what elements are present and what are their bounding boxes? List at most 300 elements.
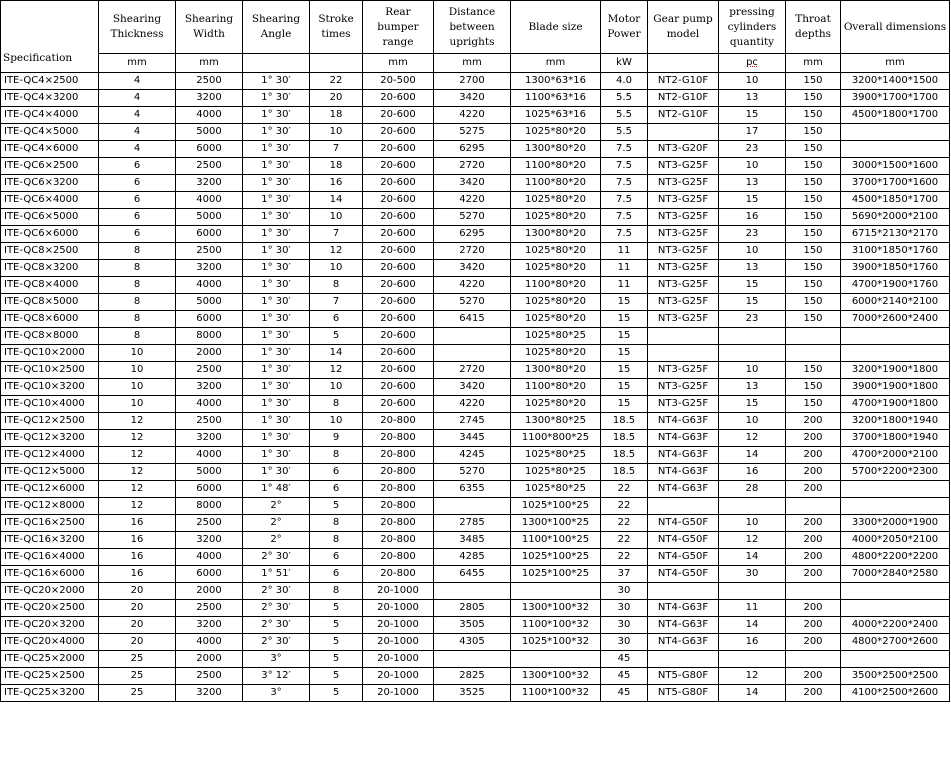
cell-rear-bumper-range: 20-600 [363,260,434,277]
cell-shearing-thickness: 8 [99,294,176,311]
cell-rear-bumper-range: 20-800 [363,413,434,430]
cell-specification: ITE-QC8×3200 [1,260,99,277]
cell-distance-between-uprights: 3420 [434,379,511,396]
cell-shearing-angle: 1° 30′ [243,90,310,107]
cell-overall-dimensions [841,345,950,362]
cell-motor-power: 7.5 [601,158,648,175]
cell-shearing-angle: 3° 12′ [243,668,310,685]
table-body [1,73,950,702]
cell-gear-pump-model: NT3-G25F [648,277,719,294]
table-row [1,464,950,481]
cell-stroke-times: 10 [310,209,363,226]
cell-shearing-thickness: 6 [99,226,176,243]
cell-distance-between-uprights: 4220 [434,192,511,209]
cell-shearing-thickness: 8 [99,311,176,328]
cell-shearing-width: 3200 [176,379,243,396]
cell-throat-depths: 200 [786,600,841,617]
cell-shearing-thickness: 25 [99,668,176,685]
cell-motor-power: 45 [601,651,648,668]
cell-rear-bumper-range: 20-800 [363,515,434,532]
cell-specification: ITE-QC10×2500 [1,362,99,379]
cell-shearing-width: 3200 [176,532,243,549]
cell-blade-size: 1300*100*32 [511,600,601,617]
cell-pressing-cylinders-quantity: 12 [719,668,786,685]
cell-shearing-angle: 1° 30′ [243,362,310,379]
cell-throat-depths: 150 [786,158,841,175]
cell-overall-dimensions: 4500*1850*1700 [841,192,950,209]
cell-shearing-width: 4000 [176,107,243,124]
cell-rear-bumper-range: 20-800 [363,430,434,447]
cell-shearing-width: 5000 [176,124,243,141]
cell-gear-pump-model: NT3-G25F [648,294,719,311]
cell-pressing-cylinders-quantity: 23 [719,311,786,328]
cell-stroke-times: 8 [310,583,363,600]
cell-distance-between-uprights: 2720 [434,158,511,175]
cell-shearing-angle: 1° 30′ [243,124,310,141]
cell-blade-size: 1100*800*25 [511,430,601,447]
cell-pressing-cylinders-quantity: 23 [719,226,786,243]
cell-specification: ITE-QC4×4000 [1,107,99,124]
table-row [1,549,950,566]
cell-shearing-angle: 1° 30′ [243,192,310,209]
table-row [1,243,950,260]
cell-shearing-thickness: 20 [99,617,176,634]
cell-motor-power: 22 [601,498,648,515]
cell-distance-between-uprights: 4220 [434,277,511,294]
cell-shearing-width: 2500 [176,158,243,175]
cell-overall-dimensions: 4700*1900*1800 [841,396,950,413]
cell-blade-size: 1300*80*20 [511,226,601,243]
cell-motor-power: 5.5 [601,107,648,124]
cell-shearing-width: 6000 [176,481,243,498]
header-pressing-cylinders-quantity: pressing cylinders quantity [719,1,786,54]
cell-motor-power: 30 [601,600,648,617]
cell-shearing-angle: 3° [243,685,310,702]
cell-rear-bumper-range: 20-600 [363,158,434,175]
cell-stroke-times: 6 [310,481,363,498]
unit-blade-size: mm [511,54,601,73]
cell-pressing-cylinders-quantity: 15 [719,277,786,294]
cell-throat-depths: 200 [786,447,841,464]
cell-stroke-times: 5 [310,498,363,515]
cell-stroke-times: 8 [310,277,363,294]
table-row [1,566,950,583]
cell-overall-dimensions: 3200*1800*1940 [841,413,950,430]
cell-gear-pump-model [648,328,719,345]
cell-shearing-angle: 2° 30′ [243,617,310,634]
cell-stroke-times: 8 [310,532,363,549]
cell-rear-bumper-range: 20-600 [363,328,434,345]
table-row [1,396,950,413]
table-row [1,515,950,532]
cell-shearing-thickness: 20 [99,634,176,651]
cell-shearing-angle: 1° 48′ [243,481,310,498]
cell-specification: ITE-QC10×3200 [1,379,99,396]
cell-specification: ITE-QC12×6000 [1,481,99,498]
cell-specification: ITE-QC12×5000 [1,464,99,481]
cell-rear-bumper-range: 20-1000 [363,617,434,634]
cell-blade-size: 1025*80*20 [511,345,601,362]
cell-shearing-thickness: 6 [99,209,176,226]
cell-shearing-angle: 2° 30′ [243,583,310,600]
cell-distance-between-uprights: 2745 [434,413,511,430]
cell-blade-size: 1025*80*25 [511,481,601,498]
cell-shearing-angle: 1° 30′ [243,294,310,311]
cell-stroke-times: 5 [310,634,363,651]
cell-gear-pump-model: NT4-G63F [648,413,719,430]
cell-rear-bumper-range: 20-600 [363,294,434,311]
cell-overall-dimensions: 4700*1900*1760 [841,277,950,294]
cell-shearing-angle: 1° 30′ [243,175,310,192]
table-row [1,158,950,175]
cell-blade-size: 1300*100*32 [511,668,601,685]
cell-specification: ITE-QC25×3200 [1,685,99,702]
cell-pressing-cylinders-quantity: 15 [719,294,786,311]
unit-stroke-times [310,54,363,73]
cell-gear-pump-model: NT4-G63F [648,464,719,481]
cell-distance-between-uprights: 4305 [434,634,511,651]
cell-rear-bumper-range: 20-500 [363,73,434,90]
cell-shearing-angle: 1° 30′ [243,379,310,396]
cell-gear-pump-model: NT4-G50F [648,532,719,549]
cell-motor-power: 15 [601,396,648,413]
cell-gear-pump-model: NT4-G63F [648,617,719,634]
table-row [1,294,950,311]
cell-specification: ITE-QC10×4000 [1,396,99,413]
cell-throat-depths: 200 [786,685,841,702]
cell-shearing-width: 6000 [176,141,243,158]
cell-motor-power: 5.5 [601,124,648,141]
cell-pressing-cylinders-quantity: 17 [719,124,786,141]
cell-stroke-times: 18 [310,158,363,175]
cell-shearing-thickness: 16 [99,515,176,532]
cell-throat-depths: 200 [786,464,841,481]
cell-rear-bumper-range: 20-600 [363,90,434,107]
cell-shearing-angle: 1° 30′ [243,328,310,345]
cell-blade-size: 1025*100*25 [511,549,601,566]
cell-shearing-angle: 1° 30′ [243,464,310,481]
cell-rear-bumper-range: 20-800 [363,447,434,464]
cell-specification: ITE-QC6×3200 [1,175,99,192]
cell-gear-pump-model: NT3-G25F [648,379,719,396]
cell-stroke-times: 6 [310,311,363,328]
cell-distance-between-uprights: 3420 [434,90,511,107]
cell-specification: ITE-QC12×2500 [1,413,99,430]
cell-motor-power: 11 [601,243,648,260]
cell-distance-between-uprights: 6355 [434,481,511,498]
cell-shearing-width: 4000 [176,396,243,413]
cell-gear-pump-model: NT2-G10F [648,90,719,107]
header-throat-depths: Throat depths [786,1,841,54]
cell-distance-between-uprights [434,345,511,362]
cell-shearing-angle: 3° [243,651,310,668]
cell-stroke-times: 9 [310,430,363,447]
cell-motor-power: 22 [601,481,648,498]
cell-throat-depths: 200 [786,430,841,447]
cell-specification: ITE-QC12×3200 [1,430,99,447]
cell-motor-power: 30 [601,617,648,634]
cell-throat-depths [786,328,841,345]
cell-gear-pump-model [648,124,719,141]
cell-overall-dimensions: 3200*1900*1800 [841,362,950,379]
cell-distance-between-uprights [434,328,511,345]
cell-distance-between-uprights: 3445 [434,430,511,447]
cell-rear-bumper-range: 20-600 [363,277,434,294]
cell-shearing-thickness: 16 [99,532,176,549]
cell-shearing-angle: 1° 30′ [243,73,310,90]
table-row [1,634,950,651]
cell-distance-between-uprights: 6415 [434,311,511,328]
cell-pressing-cylinders-quantity: 23 [719,141,786,158]
cell-stroke-times: 6 [310,549,363,566]
cell-rear-bumper-range: 20-600 [363,345,434,362]
cell-shearing-thickness: 16 [99,566,176,583]
cell-shearing-thickness: 12 [99,430,176,447]
cell-throat-depths: 150 [786,379,841,396]
cell-blade-size: 1100*80*20 [511,277,601,294]
cell-shearing-width: 5000 [176,209,243,226]
cell-blade-size: 1025*80*20 [511,311,601,328]
cell-blade-size: 1100*80*20 [511,175,601,192]
cell-specification: ITE-QC6×4000 [1,192,99,209]
cell-pressing-cylinders-quantity [719,345,786,362]
cell-specification: ITE-QC6×6000 [1,226,99,243]
cell-overall-dimensions: 4800*2700*2600 [841,634,950,651]
table-row [1,277,950,294]
header-shearing-thickness: Shearing Thickness [99,1,176,54]
cell-shearing-width: 8000 [176,498,243,515]
table-row [1,328,950,345]
cell-motor-power: 22 [601,515,648,532]
cell-specification: ITE-QC16×2500 [1,515,99,532]
cell-blade-size: 1025*80*20 [511,192,601,209]
cell-shearing-thickness: 6 [99,192,176,209]
cell-gear-pump-model: NT4-G63F [648,447,719,464]
cell-stroke-times: 10 [310,260,363,277]
cell-shearing-width: 2500 [176,413,243,430]
cell-specification: ITE-QC8×8000 [1,328,99,345]
cell-pressing-cylinders-quantity: 10 [719,413,786,430]
cell-specification: ITE-QC4×3200 [1,90,99,107]
cell-overall-dimensions: 7000*2840*2580 [841,566,950,583]
cell-distance-between-uprights: 5270 [434,294,511,311]
cell-motor-power: 4.0 [601,73,648,90]
cell-specification: ITE-QC20×2000 [1,583,99,600]
cell-stroke-times: 12 [310,362,363,379]
cell-throat-depths [786,498,841,515]
cell-throat-depths: 150 [786,362,841,379]
cell-shearing-width: 2000 [176,583,243,600]
table-row [1,124,950,141]
cell-shearing-thickness: 20 [99,583,176,600]
cell-shearing-thickness: 12 [99,481,176,498]
cell-throat-depths: 150 [786,311,841,328]
cell-shearing-width: 5000 [176,294,243,311]
cell-shearing-angle: 1° 30′ [243,311,310,328]
cell-motor-power: 18.5 [601,413,648,430]
cell-gear-pump-model: NT3-G25F [648,362,719,379]
table-row [1,413,950,430]
cell-gear-pump-model [648,651,719,668]
cell-distance-between-uprights: 2720 [434,243,511,260]
header-blade-size: Blade size [511,1,601,54]
cell-blade-size: 1100*80*20 [511,158,601,175]
cell-gear-pump-model: NT2-G10F [648,107,719,124]
cell-specification: ITE-QC4×5000 [1,124,99,141]
cell-shearing-angle: 1° 30′ [243,226,310,243]
cell-shearing-width: 2500 [176,243,243,260]
cell-rear-bumper-range: 20-1000 [363,668,434,685]
cell-throat-depths [786,583,841,600]
cell-pressing-cylinders-quantity: 13 [719,379,786,396]
cell-stroke-times: 14 [310,345,363,362]
cell-motor-power: 5.5 [601,90,648,107]
cell-distance-between-uprights: 6295 [434,141,511,158]
cell-blade-size [511,583,601,600]
cell-shearing-angle: 2° 30′ [243,634,310,651]
cell-motor-power: 15 [601,294,648,311]
cell-stroke-times: 6 [310,464,363,481]
cell-throat-depths: 150 [786,277,841,294]
table-row [1,209,950,226]
unit-overall-dimensions: mm [841,54,950,73]
cell-distance-between-uprights: 5270 [434,464,511,481]
cell-rear-bumper-range: 20-1000 [363,583,434,600]
cell-stroke-times: 8 [310,396,363,413]
cell-motor-power: 45 [601,668,648,685]
cell-gear-pump-model: NT5-G80F [648,668,719,685]
table-row [1,685,950,702]
cell-motor-power: 18.5 [601,430,648,447]
header-overall-dimensions: Overall dimensions [841,1,950,54]
cell-shearing-angle: 1° 30′ [243,141,310,158]
cell-overall-dimensions: 5690*2000*2100 [841,209,950,226]
table-row [1,90,950,107]
cell-shearing-thickness: 10 [99,362,176,379]
table-row [1,175,950,192]
cell-pressing-cylinders-quantity: 10 [719,362,786,379]
cell-stroke-times: 5 [310,600,363,617]
cell-gear-pump-model: NT4-G63F [648,481,719,498]
unit-shearing-width: mm [176,54,243,73]
cell-throat-depths: 150 [786,209,841,226]
cell-overall-dimensions: 4500*1800*1700 [841,107,950,124]
cell-throat-depths: 150 [786,107,841,124]
cell-shearing-angle: 1° 30′ [243,243,310,260]
cell-motor-power: 15 [601,311,648,328]
cell-throat-depths [786,345,841,362]
cell-shearing-width: 2500 [176,362,243,379]
cell-throat-depths: 200 [786,515,841,532]
cell-rear-bumper-range: 20-600 [363,396,434,413]
table-row [1,141,950,158]
cell-stroke-times: 18 [310,107,363,124]
header-gear-pump-model: Gear pump model [648,1,719,54]
cell-blade-size: 1025*80*25 [511,447,601,464]
cell-shearing-angle: 1° 30′ [243,277,310,294]
cell-motor-power: 7.5 [601,141,648,158]
cell-shearing-width: 2500 [176,515,243,532]
cell-shearing-width: 3200 [176,90,243,107]
cell-shearing-width: 3200 [176,617,243,634]
cell-specification: ITE-QC20×3200 [1,617,99,634]
cell-shearing-thickness: 12 [99,447,176,464]
cell-blade-size: 1025*100*25 [511,498,601,515]
cell-specification: ITE-QC8×4000 [1,277,99,294]
cell-blade-size: 1025*100*32 [511,634,601,651]
cell-distance-between-uprights: 3525 [434,685,511,702]
cell-distance-between-uprights [434,583,511,600]
cell-overall-dimensions [841,481,950,498]
cell-pressing-cylinders-quantity: 11 [719,600,786,617]
cell-throat-depths: 200 [786,634,841,651]
unit-distance-between-uprights: mm [434,54,511,73]
cell-blade-size: 1300*80*20 [511,362,601,379]
cell-rear-bumper-range: 20-600 [363,107,434,124]
cell-stroke-times: 7 [310,141,363,158]
cell-overall-dimensions: 4100*2500*2600 [841,685,950,702]
cell-throat-depths: 200 [786,481,841,498]
cell-throat-depths: 200 [786,566,841,583]
cell-shearing-thickness: 12 [99,498,176,515]
cell-stroke-times: 8 [310,515,363,532]
cell-overall-dimensions: 4000*2050*2100 [841,532,950,549]
cell-blade-size: 1300*63*16 [511,73,601,90]
cell-motor-power: 22 [601,532,648,549]
cell-rear-bumper-range: 20-600 [363,175,434,192]
cell-rear-bumper-range: 20-800 [363,549,434,566]
cell-distance-between-uprights: 3505 [434,617,511,634]
table-row [1,498,950,515]
cell-shearing-angle: 2° 30′ [243,600,310,617]
cell-rear-bumper-range: 20-1000 [363,634,434,651]
table-row [1,651,950,668]
cell-shearing-thickness: 6 [99,175,176,192]
cell-distance-between-uprights: 4220 [434,107,511,124]
cell-pressing-cylinders-quantity: 15 [719,107,786,124]
cell-stroke-times: 5 [310,685,363,702]
cell-pressing-cylinders-quantity: 12 [719,532,786,549]
cell-shearing-width: 2000 [176,651,243,668]
cell-blade-size: 1100*80*20 [511,379,601,396]
cell-specification: ITE-QC12×8000 [1,498,99,515]
cell-pressing-cylinders-quantity: 10 [719,73,786,90]
cell-overall-dimensions [841,498,950,515]
header-distance-between-uprights: Distance between uprights [434,1,511,54]
cell-specification: ITE-QC8×2500 [1,243,99,260]
cell-shearing-thickness: 8 [99,277,176,294]
cell-throat-depths: 200 [786,668,841,685]
cell-overall-dimensions: 3500*2500*2500 [841,668,950,685]
cell-motor-power: 15 [601,379,648,396]
cell-overall-dimensions: 7000*2600*2400 [841,311,950,328]
cell-pressing-cylinders-quantity: 15 [719,192,786,209]
header-rear-bumper-range: Rear bumper range [363,1,434,54]
cell-overall-dimensions [841,328,950,345]
cell-shearing-thickness: 12 [99,464,176,481]
cell-shearing-angle: 1° 30′ [243,107,310,124]
table-row [1,617,950,634]
cell-shearing-angle: 2° [243,498,310,515]
cell-rear-bumper-range: 20-600 [363,192,434,209]
cell-throat-depths: 150 [786,192,841,209]
cell-overall-dimensions: 3100*1850*1760 [841,243,950,260]
cell-pressing-cylinders-quantity [719,583,786,600]
cell-overall-dimensions: 6715*2130*2170 [841,226,950,243]
cell-motor-power: 15 [601,345,648,362]
cell-blade-size: 1100*100*32 [511,685,601,702]
cell-shearing-thickness: 12 [99,413,176,430]
